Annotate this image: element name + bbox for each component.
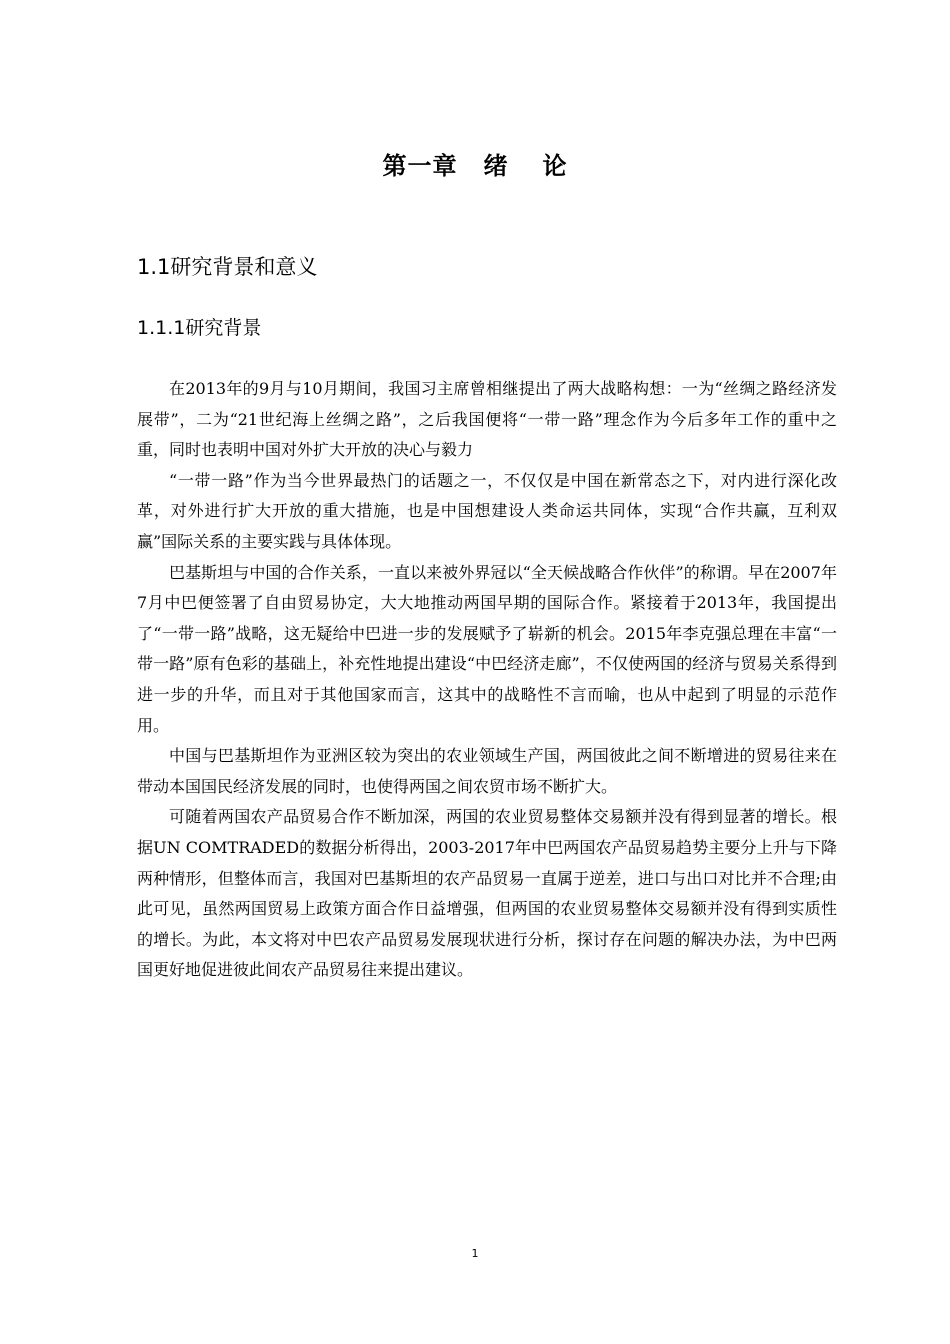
chapter-title-char-2: 论: [542, 152, 568, 180]
section-heading: 1.1研究背景和意义: [137, 255, 318, 279]
paragraph: 中国与巴基斯坦作为亚洲区较为突出的农业领域生产国，两国彼此之间不断增进的贸易往来在带动本国国民经济发展的同时，也使得两国之间农贸市场不断扩大。: [137, 746, 837, 796]
chapter-title-char-1: 绪: [483, 152, 509, 180]
paragraph: “一带一路”作为当今世界最热门的话题之一，不仅仅是中国在新常态之下，对内进行深化改革，对外进行扩大开放的重大措施，也是中国想建设人类命运共同体，实现“合作共赢，互利双赢”国际关系的主要实践与具体体现。: [137, 470, 837, 551]
paragraph: 在2013年的9月与10月期间，我国习主席曾相继提出了两大战略构想：一为“丝绸之路经济发展带”，二为“21世纪海上丝绸之路”，之后我国便将“一带一路”理念作为今后多年工作的重中之重，同时也表明中国对外扩大开放的决心与毅力: [137, 379, 837, 460]
chapter-label: 第一章: [382, 152, 458, 180]
chapter-title: [0, 150, 950, 182]
page-number: 1: [471, 1247, 479, 1260]
paragraph: 巴基斯坦与中国的合作关系，一直以来被外界冠以“全天候战略合作伙伴”的称谓。早在2007年7月中巴便签署了自由贸易协定，大大地推动两国早期的国际合作。紧接着于2013年，我国提出了“一带一路”战略，这无疑给中巴进一步的发展赋予了崭新的机会。2015年李克强总理在丰富“一带一路”原有色彩的基础上，补充性地提出建设“中巴经济走廊”，不仅使两国的经济与贸易关系得到进一步的升华，而且对于其他国家而言，这其中的战略性不言而喻，也从中起到了明显的示范作用。: [137, 562, 837, 735]
body-text: [137, 374, 837, 986]
paragraph: 可随着两国农产品贸易合作不断加深，两国的农业贸易整体交易额并没有得到显著的增长。根据UN COMTRADED的数据分析得出，2003-2017年中巴两国农产品贸易趋势主要分上升与下降两种情形，但整体而言，我国对巴基斯坦的农产品贸易一直属于逆差，进口与出口对比并不合理;由此可见，虽然两国贸易上政策方面合作日益增强，但两国的农业贸易整体交易额并没有得到实质性的增长。为此，本文将对中巴农产品贸易发展现状进行分析，探讨存在问题的解决办法，为中巴两国更好地促进彼此间农产品贸易往来提出建议。: [137, 807, 837, 980]
subsection-heading: 1.1.1研究背景: [137, 317, 262, 339]
